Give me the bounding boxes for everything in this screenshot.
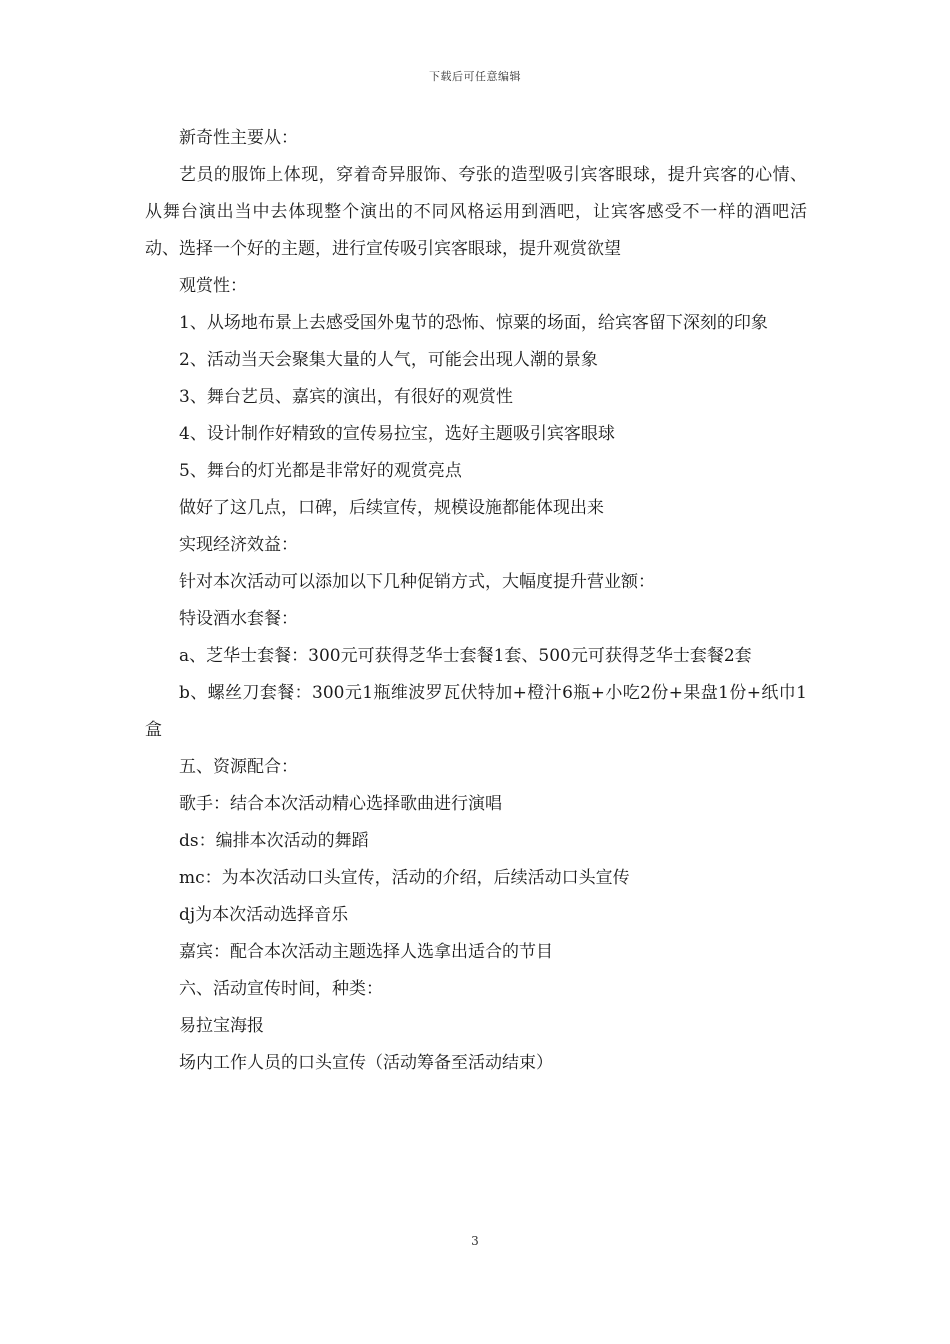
paragraph: 场内工作人员的口头宣传（活动筹备至活动结束）	[179, 1053, 553, 1073]
document-body	[145, 120, 807, 1082]
page-header: 下载后可任意编辑	[429, 70, 521, 83]
paragraph: 1、从场地布景上去感受国外鬼节的恐怖、惊粟的场面，给宾客留下深刻的印象	[179, 313, 768, 333]
paragraph: 5、舞台的灯光都是非常好的观赏亮点	[179, 461, 462, 481]
paragraph: 实现经济效益：	[179, 535, 298, 555]
paragraph: 六、活动宣传时间，种类：	[179, 979, 383, 999]
paragraph: 3、舞台艺员、嘉宾的演出，有很好的观赏性	[179, 387, 513, 407]
paragraph: a、芝华士套餐：300元可获得芝华士套餐1套、500元可获得芝华士套餐2套	[179, 646, 752, 666]
paragraph: 做好了这几点，口碑，后续宣传，规模设施都能体现出来	[179, 498, 604, 518]
page-number: 3	[471, 1234, 479, 1248]
paragraph: mc：为本次活动口头宣传，活动的介绍，后续活动口头宣传	[179, 868, 630, 888]
paragraph: 五、资源配合：	[179, 757, 298, 777]
paragraph: 观赏性：	[179, 276, 247, 296]
paragraph: 易拉宝海报	[179, 1016, 264, 1036]
paragraph: 歌手：结合本次活动精心选择歌曲进行演唱	[179, 794, 502, 814]
paragraph: ds：编排本次活动的舞蹈	[179, 831, 369, 851]
paragraph: 4、设计制作好精致的宣传易拉宝，选好主题吸引宾客眼球	[179, 424, 615, 444]
paragraph: dj为本次活动选择音乐	[179, 905, 349, 925]
paragraph: 2、活动当天会聚集大量的人气，可能会出现人潮的景象	[179, 350, 598, 370]
paragraph: b、螺丝刀套餐：300元1瓶维波罗瓦伏特加+橙汁6瓶+小吃2份+果盘1份+纸巾1盒	[145, 683, 807, 740]
paragraph: 艺员的服饰上体现，穿着奇异服饰、夸张的造型吸引宾客眼球，提升宾客的心情、从舞台演出当中去体现整个演出的不同风格运用到酒吧，让宾客感受不一样的酒吧活动、选择一个好的主题，进行宣传吸引宾客眼球，提升观赏欲望	[145, 165, 807, 259]
paragraph: 新奇性主要从：	[179, 128, 298, 148]
paragraph: 特设酒水套餐：	[179, 609, 298, 629]
paragraph: 针对本次活动可以添加以下几种促销方式，大幅度提升营业额：	[179, 572, 655, 592]
paragraph: 嘉宾：配合本次活动主题选择人选拿出适合的节目	[179, 942, 553, 962]
